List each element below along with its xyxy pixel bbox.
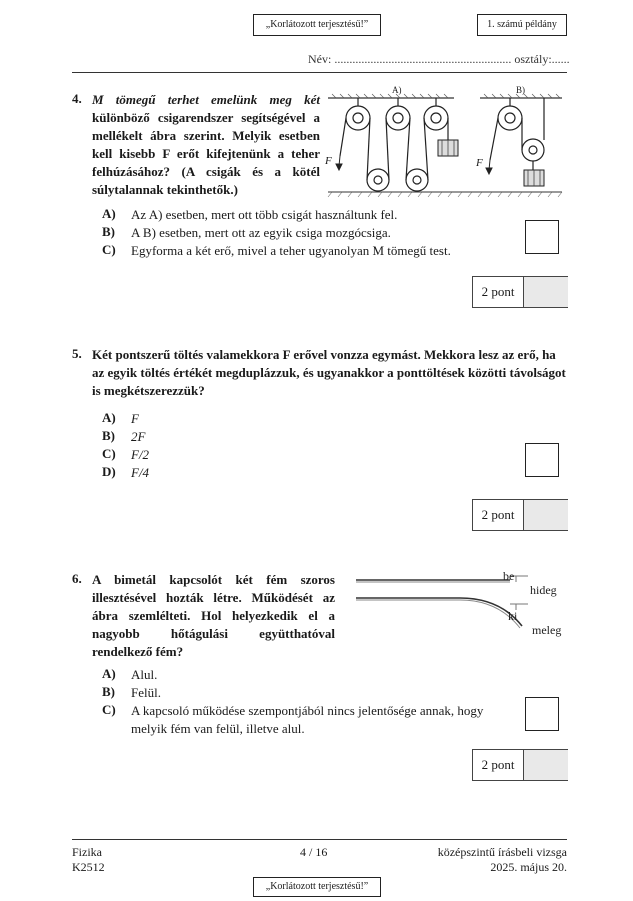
q6-line-3: ábra szemlélteti. Hol helyezkedik el a <box>92 608 335 623</box>
pulley-figure <box>322 84 568 204</box>
q6-option-b-text: Felül. <box>131 685 161 700</box>
q4-points-label: 2 pont <box>481 284 515 299</box>
q5-answer-box[interactable] <box>525 443 559 477</box>
bimetal-label-warm: meleg <box>532 623 562 637</box>
q4-option-b-text: A B) esetben, mert ott az egyik csiga mozgócsiga. <box>131 225 391 240</box>
q6-option-a-text: Alul. <box>131 667 158 682</box>
q6-line-5: rendelkező fém? <box>92 644 184 659</box>
q4-line-3: mellékelt ábra szerint. Melyik esetben <box>92 128 320 143</box>
q5-line-1: Két pontszerű töltés valamekkora F erővel vonzza egymást. Mekkora lesz az erő, ha <box>92 347 556 362</box>
q5-option-a-letter: A) <box>102 410 116 425</box>
q5-option-c-text: F/2 <box>131 447 150 462</box>
q5-option-b-text: 2F <box>131 429 146 444</box>
restricted-distribution-footer: „Korlátozott terjesztésű!” <box>253 877 381 897</box>
q6-text <box>92 571 335 661</box>
q6-line-2: illesztésével hozták létre. Működését az <box>92 590 335 605</box>
bimetal-figure <box>350 568 568 648</box>
q6-option-c-letter: C) <box>102 702 116 717</box>
copy-number-box: 1. számú példány <box>477 14 567 36</box>
q5-text <box>92 346 568 400</box>
q4-text <box>92 91 320 199</box>
q4-line-6: súlytalannak tekinthetők.) <box>92 182 238 197</box>
q5-option-b-letter: B) <box>102 428 115 443</box>
q5-score-field[interactable] <box>523 500 568 530</box>
footer-divider <box>72 839 567 840</box>
q5-points-label: 2 pont <box>481 507 515 522</box>
q6-option-b-letter: B) <box>102 684 115 699</box>
q5-option-d-letter: D) <box>102 464 116 479</box>
bimetal-label-cold: hideg <box>530 583 557 597</box>
q6-option-c-text: A kapcsoló működése szempontjából nincs jelentősége annak, hogy <box>131 703 484 718</box>
q4-line-4: kell kisebb F erőt kifejtenünk a teher <box>92 146 320 161</box>
header-divider <box>72 72 567 73</box>
q4-answer-box[interactable] <box>525 220 559 254</box>
q6-answer-box[interactable] <box>525 697 559 731</box>
q6-line-4: nagyobb hőtágulási együtthatóval <box>92 626 335 641</box>
footer-page-number: 4 / 16 <box>300 845 328 859</box>
footer-code: K2512 <box>72 860 105 874</box>
q5-option-d-text: F/4 <box>131 465 150 480</box>
q4-option-c-letter: C) <box>102 242 116 257</box>
q5-line-3: is megkétszerezzük? <box>92 383 205 398</box>
q4-points-box <box>472 276 568 308</box>
q4-option-b-letter: B) <box>102 224 115 239</box>
q6-score-field[interactable] <box>523 750 568 780</box>
force-label-a: F <box>325 155 332 167</box>
q5-number: 5. <box>72 346 82 361</box>
name-class-line: Név: ........................................................... osztály:...... <box>308 52 570 66</box>
restricted-distribution-header: „Korlátozott terjesztésű!” <box>253 14 381 36</box>
q6-points-box <box>472 749 568 781</box>
q4-line-5: felhúzásához? (A csigák és a kötél <box>92 164 320 179</box>
q5-line-2: az egyik töltés értékét megduplázzuk, és ugyanakkor a ponttöltések közötti távolságot <box>92 365 566 380</box>
q5-option-a-text: F <box>131 411 139 426</box>
q4-score-field[interactable] <box>523 277 568 307</box>
q4-option-a-text: Az A) esetben, mert ott több csigát használtunk fel. <box>131 207 398 222</box>
q6-option-c-text-line2: melyik fém van felül, illetve alul. <box>131 721 305 736</box>
q6-number: 6. <box>72 571 82 586</box>
bimetal-label-on: be <box>503 569 515 583</box>
q6-line-1: A bimetál kapcsolót két fém szoros <box>92 572 335 587</box>
force-label-b: F <box>476 157 483 169</box>
footer-exam-type: középszintű írásbeli vizsga <box>437 845 567 859</box>
bimetal-label-off: ki <box>508 609 518 623</box>
q4-number: 4. <box>72 91 82 106</box>
q4-option-c-text: Egyforma a két erő, mivel a teher ugyanolyan M tömegű test. <box>131 243 451 258</box>
q4-line-2: különböző csigarendszer segítségével a <box>92 110 320 125</box>
q6-option-a-letter: A) <box>102 666 116 681</box>
footer-subject: Fizika <box>72 845 102 859</box>
q4-line-1: M tömegű terhet emelünk meg két <box>92 92 320 107</box>
q4-option-a-letter: A) <box>102 206 116 221</box>
figure-label-a: A) <box>392 85 402 95</box>
q5-points-box <box>472 499 568 531</box>
footer-date: 2025. május 20. <box>490 860 567 874</box>
q5-option-c-letter: C) <box>102 446 116 461</box>
figure-label-b: B) <box>516 85 525 95</box>
q6-points-label: 2 pont <box>481 757 515 772</box>
